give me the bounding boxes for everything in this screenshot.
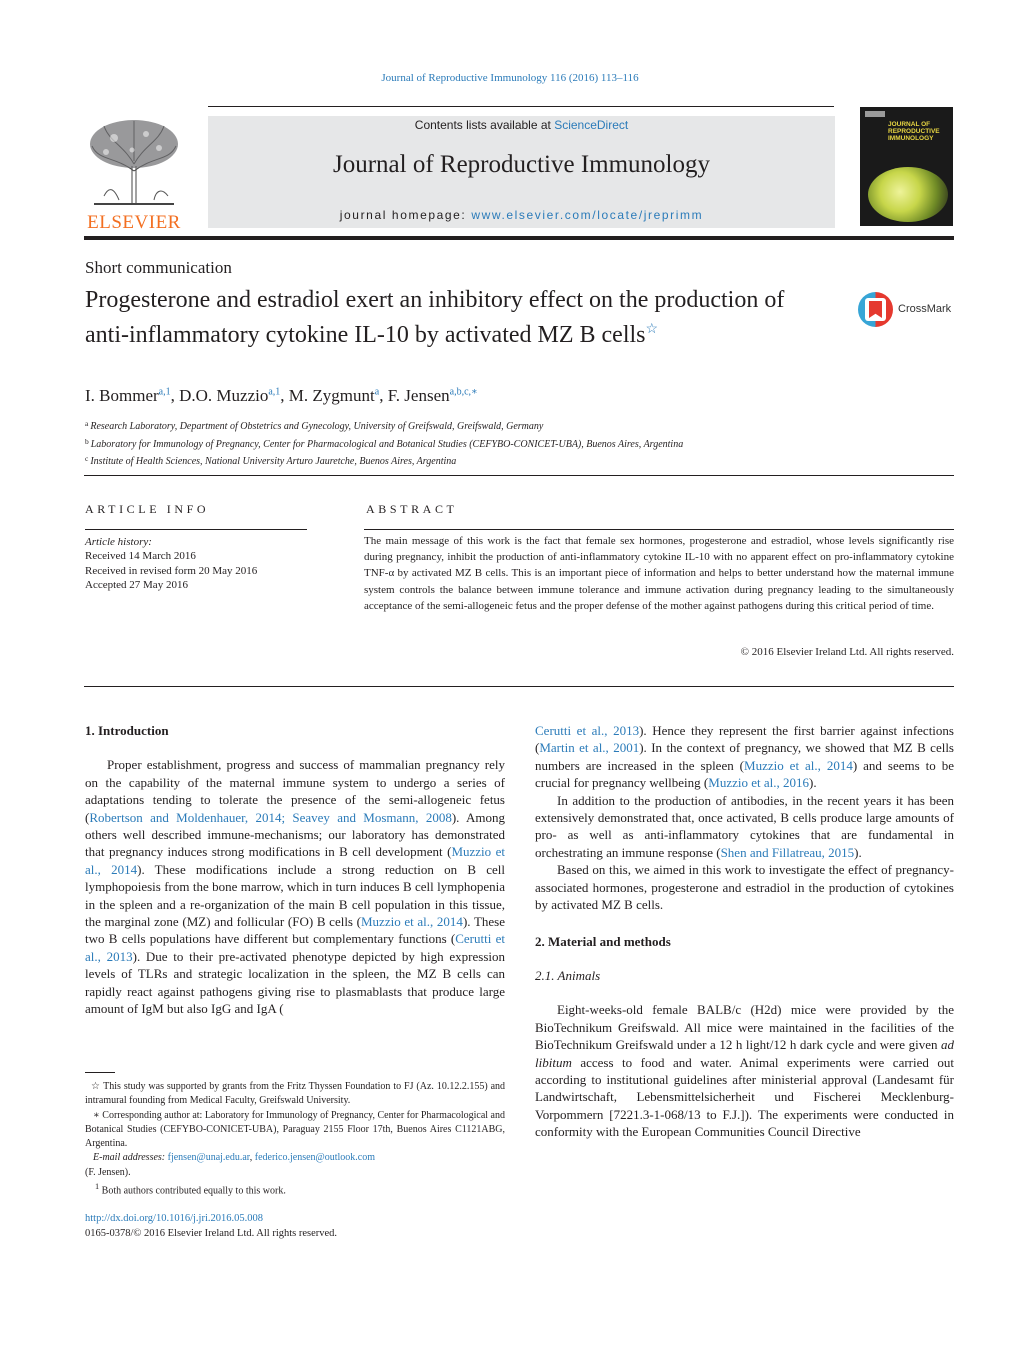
citation-link[interactable]: Martin et al., 2001 — [539, 740, 640, 756]
subsection-heading-animals: 2.1. Animals — [535, 967, 601, 983]
author-name[interactable]: I. Bommer — [85, 386, 159, 405]
text-run: ). Hence they represent the first barrier against infections ( — [535, 723, 954, 756]
intro-paragraph-2 — [535, 792, 954, 862]
footnote-text: This study was supported by grants from the Fritz Thyssen Foundation to FJ (Az. 10.12.2.155) and intramural founding from Medical Faculty, Greifswald University. — [85, 1081, 506, 1107]
history-label: Article history: — [85, 536, 152, 548]
author-affiliation-mark[interactable]: a,b,c,∗ — [449, 386, 478, 398]
article-info-rule — [85, 529, 307, 530]
cover-logo-strip — [865, 111, 885, 117]
elsevier-tree-icon — [84, 116, 184, 206]
doi-block — [85, 1211, 337, 1241]
text-run: ). — [809, 775, 817, 791]
contents-prefix: Contents lists available at — [414, 118, 555, 132]
body-rule — [84, 686, 954, 687]
article-type: Short communication — [85, 258, 232, 277]
email-link[interactable]: federico.jensen@outlook.com — [254, 1152, 376, 1164]
text-run: ) and seems to be crucial for pregnancy wellbeing ( — [535, 757, 954, 791]
article-info-heading: ARTICLE INFO — [85, 502, 210, 516]
author-name[interactable]: F. Jensen — [387, 386, 450, 405]
citation-link[interactable]: Muzzio et al., 2014 — [744, 757, 853, 773]
abstract-rule — [364, 529, 954, 530]
journal-title: Journal of Reproductive Immunology — [332, 151, 710, 178]
citation-link[interactable]: Robertson and Moldenhauer, 2014; Seavey and Mosmann, 2008 — [89, 809, 452, 825]
footnote-email-owner: (F. Jensen). — [85, 1166, 131, 1178]
author-name[interactable]: M. Zygmunt — [288, 386, 375, 405]
crossmark-badge[interactable] — [858, 292, 958, 328]
issn-line: 0165-0378/© 2016 Elsevier Ireland Ltd. All rights reserved. — [85, 1228, 338, 1239]
journal-masthead — [208, 116, 835, 228]
footnote-mark: 1 — [95, 1182, 100, 1192]
affiliation-mark: c — [85, 454, 89, 463]
affiliation-text: Institute of Health Sciences, National University Arturo Jauretche, Buenos Aires, Argentina — [90, 456, 457, 467]
article-title — [85, 286, 815, 350]
author-affiliation-mark[interactable]: a,1 — [268, 386, 281, 398]
author-list: I. Bommer$^{a,1}$, D.O. Muzzio$^{a,1}$, M. Zygmunt$^a$, F. Jensen$^{a,b,c,∗}$ — [85, 386, 478, 405]
citation-link[interactable]: Shen and Fillatreau, 2015 — [720, 844, 855, 860]
doi-link[interactable]: http://dx.doi.org/10.1016/j.jri.2016.05.008 — [85, 1213, 264, 1224]
received-date: Received 14 March 2016 — [85, 550, 196, 563]
affiliation-text: Research Laboratory, Department of Obstetrics and Gynecology, University of Greifswald, Greifswald, Germany — [90, 421, 544, 432]
affiliation-text: Laboratory for Immunology of Pregnancy, Center for Pharmacological and Botanical Studies (CEFYBO-CONICET-UBA), Buenos Aires, Argentina — [90, 438, 684, 450]
affiliations — [85, 417, 683, 470]
footnote-rule — [85, 1072, 115, 1073]
footnote-funding — [85, 1080, 505, 1109]
abstract-heading: ABSTRACT — [366, 502, 458, 516]
abstract-copyright: © 2016 Elsevier Ireland Ltd. All rights reserved. — [740, 646, 954, 658]
info-rule — [84, 475, 954, 476]
text-run: In addition to the production of antibodies, in the recent years it has been extensively demonstrated that, once activated, B cells produce large amounts of pro- as well as anti-inflammatory cytokines that are fundamental in orchestrating an immune response ( — [535, 792, 954, 860]
text-run: ). In the context of pregnancy, we showed that MZ B cells numbers are increased in the spleen ( — [535, 740, 954, 773]
footnotes — [85, 1080, 505, 1199]
header-rule — [208, 106, 834, 107]
accepted-date: Accepted 27 May 2016 — [85, 578, 188, 591]
crossmark-label: CrossMark — [898, 303, 952, 315]
journal-cover[interactable] — [860, 107, 953, 226]
text-run: Proper establishment, progress and success of mammalian pregnancy rely on the capability of the maternal immune system to undergo a series of adaptations tending to tolerate the presence of the semi-allogeneic fetus ( — [85, 757, 505, 825]
section-heading-introduction: 1. Introduction — [85, 723, 169, 738]
journal-reference[interactable]: Journal of Reproductive Immunology 116 (2016) 113–116 — [381, 72, 639, 84]
body-column-left — [85, 722, 505, 1018]
email-label: E-mail addresses: — [93, 1152, 168, 1164]
article-history — [85, 535, 257, 592]
sciencedirect-link[interactable]: ScienceDirect — [554, 118, 629, 132]
affiliation-item — [85, 417, 683, 435]
revised-date: Received in revised form 20 May 2016 — [85, 564, 258, 577]
text-run-italic: ad libitum — [535, 1037, 954, 1070]
affiliation-mark: b — [85, 436, 89, 446]
text-run: ). Due to their pre-activated phenotype depicted by high expression levels of TLRs and strategic localization in the spleen, the MZ B cells can rapidly react against pathogens giving rise to plasmablasts that produce large amount of IgM but also IgG and IgA ( — [85, 948, 505, 1017]
masthead-rule — [84, 236, 954, 240]
citation-link[interactable]: Muzzio et al., 2016 — [708, 775, 809, 791]
footnote-text: Both authors contributed equally to this work. — [99, 1185, 286, 1197]
intro-paragraph-1-continued — [535, 722, 954, 792]
text-run: ). Among others well described immune-mechanisms; our laboratory has demonstrated that pregnancy induces strong modifications in B cell development ( — [85, 809, 505, 860]
elsevier-wordmark: ELSEVIER — [87, 212, 181, 233]
section-heading-methods: 2. Material and methods — [535, 934, 671, 950]
citation-link[interactable]: Cerutti et al., 2013 — [535, 723, 640, 738]
cover-image — [868, 167, 948, 222]
intro-paragraph-3: Based on this, we aimed in this work to investigate the effect of pregnancy-associated hormones, progesterone and estradiol in the production of cytokines by activated MZ B cells. — [535, 862, 954, 913]
affiliation-mark: a — [85, 419, 89, 428]
homepage-prefix: journal homepage: — [339, 208, 472, 222]
citation-link[interactable]: Cerutti et al., 2013 — [85, 931, 505, 964]
affiliation-item — [85, 452, 683, 470]
text-run: ). These two B cells populations have different but complementary functions ( — [85, 914, 505, 947]
affiliation-item — [85, 435, 683, 453]
text-run: ). — [854, 844, 862, 860]
author-affiliation-mark[interactable]: a,1 — [158, 386, 171, 398]
footnote-mark: ∗ — [93, 1109, 100, 1121]
citation-link[interactable]: Muzzio et al., 2014 — [360, 914, 463, 930]
author-affiliation-mark[interactable]: a — [374, 386, 380, 398]
journal-homepage — [208, 208, 835, 222]
title-footnote-mark[interactable]: ☆ — [645, 322, 659, 337]
author-name[interactable]: D.O. Muzzio — [179, 386, 269, 405]
email-link[interactable]: fjensen@unaj.edu.ar — [167, 1152, 250, 1164]
text-run: Eight-weeks-old female BALB/c (H2d) mice were provided by the BioTechnikum Greifswald. All mice were maintained in the facilities of the BioTechnikum Greifswald under a 12 h light/12 h dark cycle and were given — [535, 1002, 954, 1053]
text-run: ). These modifications include a strong reduction on B cell lymphopoiesis from the bone marrow, which in turn induces B cell lymphopenia in the spleen and a re-organization of the main B cell population in this tissue, the marginal zone (MZ) and follicular (FO) B cells ( — [85, 861, 505, 930]
citation-link[interactable]: Muzzio et al., 2014 — [85, 844, 506, 877]
contents-line — [208, 118, 835, 132]
cover-title: JOURNAL OF REPRODUCTIVE IMMUNOLOGY — [888, 121, 940, 142]
title-text: Progesterone and estradiol exert an inhibitory effect on the production of anti-inflammatory cytokine IL-10 by activated MZ B cells — [85, 287, 785, 348]
footnote-text: Corresponding author at: Laboratory for Immunology of Pregnancy, Center for Pharmacological and Botanical Studies (CEFYBO-CONICET-UBA), Paraguay 2155 Floor 17th, Buenos Aires C1121ABG, Argentina. — [85, 1109, 505, 1150]
homepage-link[interactable]: www.elsevier.com/locate/jreprimm — [471, 208, 704, 222]
elsevier-logo[interactable] — [84, 116, 184, 233]
abstract-text: The main message of this work is the fact that female sex hormones, progesterone and estradiol, whose levels significantly rise during pregnancy, inhibit the production of anti-inflammatory cytokine IL-10 with no apparent effect on pro-inflammatory cytokine TNF-α by activated MZ B cells. This is an important piece of information and helps to better understand how the maternal immune system controls the balance between immune tolerance and immune activation during pregnancy leading to the simultaneously acceptance of the semi-allogeneic fetus and the proper defense of the mother against pathogens during this critical period of time. — [364, 535, 954, 612]
footnote-corresponding — [85, 1109, 505, 1152]
footnote-mark: ☆ — [91, 1081, 101, 1092]
methods-paragraph-1 — [535, 1001, 954, 1140]
footnote-equal-contribution — [85, 1180, 505, 1199]
text-run: access to food and water. Animal experiments were carried out according to institutional guidelines after ministerial approval (Landesamt für Landwirtschaft, Lebensmittelsicherheit und Fischerei Mecklenburg-Vorpommern [7221.3-1-068/13 to F.J.]). The experiments were conducted in conformity with the European Communities Council Directive — [535, 1054, 954, 1140]
body-column-right — [535, 722, 954, 1141]
footnote-emails: E-mail addresses: fjensen@unaj.edu.ar, federico.jensen@outlook.com — [93, 1152, 376, 1164]
intro-paragraph-1 — [85, 756, 505, 1017]
